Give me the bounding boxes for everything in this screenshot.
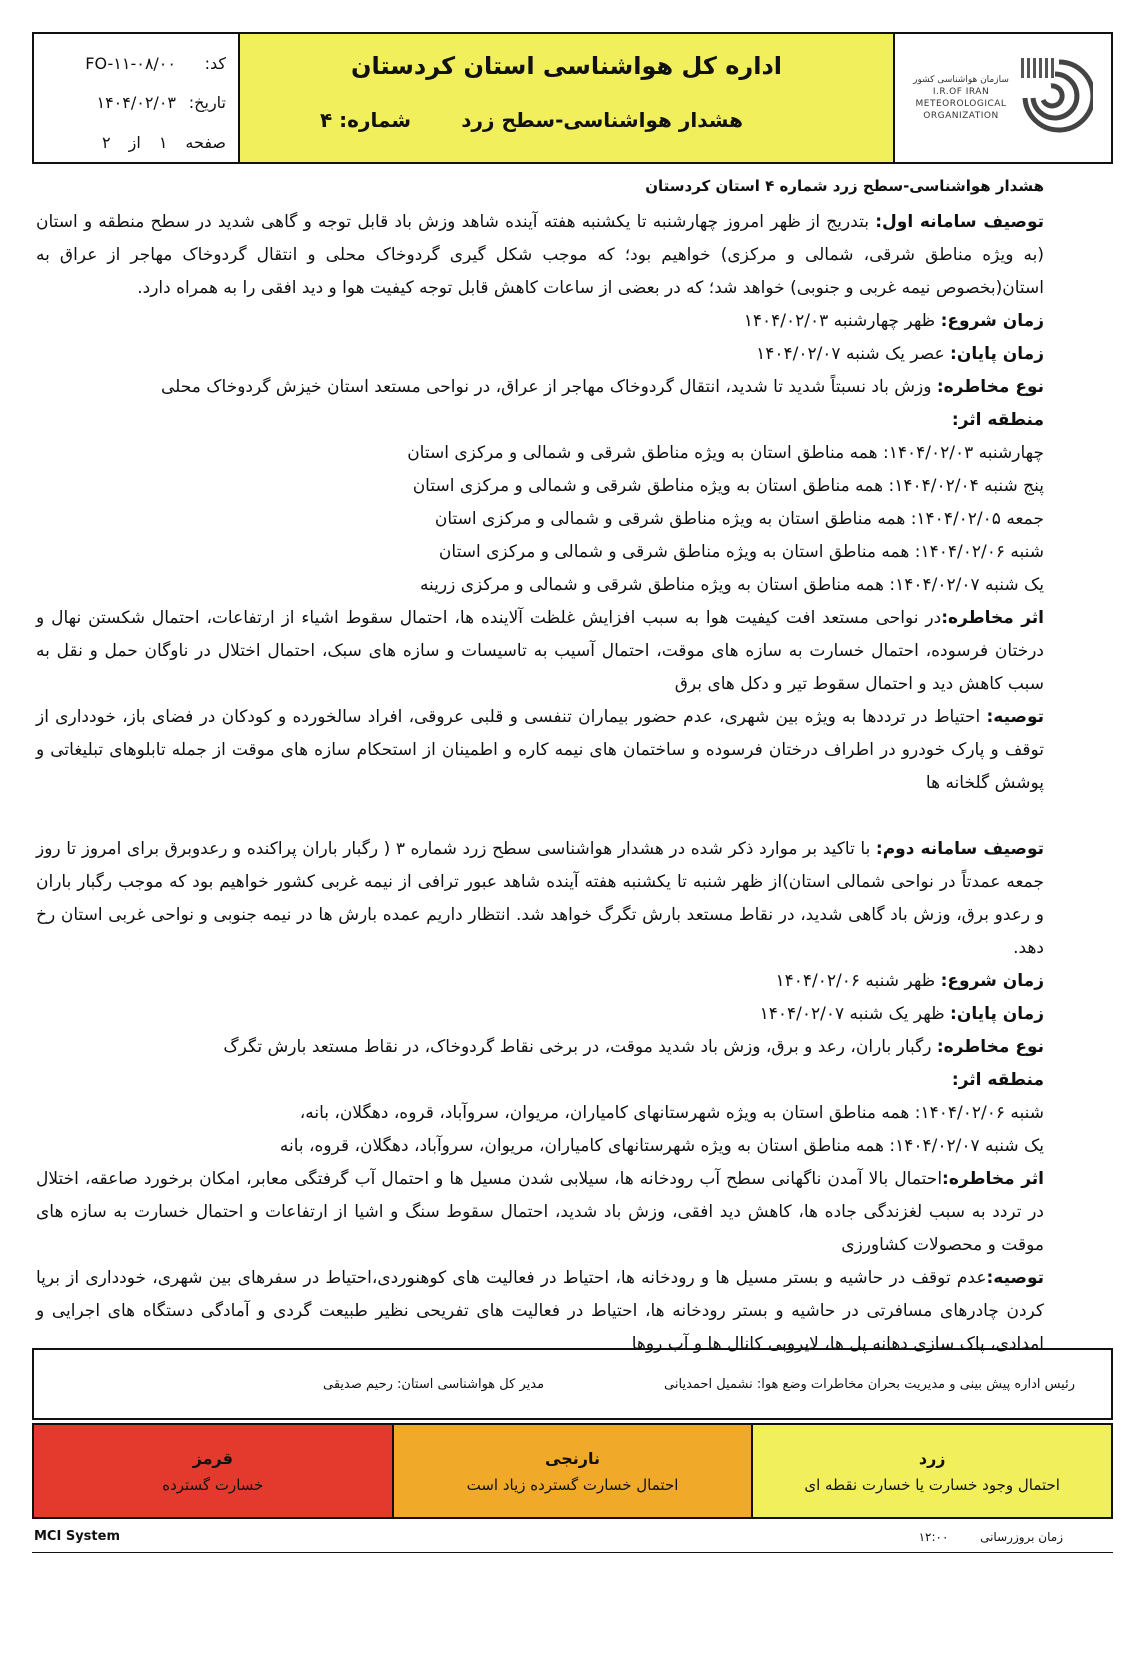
document-meta [34, 34, 240, 162]
system1-effect-text: در نواحی مستعد افت کیفیت هوا به سبب افزایش غلظت آلاینده ها، احتمال سقوط اشیاء از ارتفاعات، احتمال شکستن نهال و درختان فرسوده، احتمال خسارت به سازه های موقت، احتمال آسیب به تاسیسات و سازه های سبک، احتمال اختلال در ناوگان حمل و نقل به سبب کاهش دید و احتمال سقوط تیر و دکل های برق [36, 608, 1044, 694]
system2-area-item: شنبه ۱۴۰۴/۰۲/۰۶: همه مناطق استان به ویژه شهرستانهای کامیاران، مریوان، سروآباد، قروه، دهگلان، بانه، [299, 1103, 1044, 1123]
system1-advice-text: احتیاط در ترددها به ویژه بین شهری، عدم حضور بیماران تنفسی و قلبی عروقی، افراد سالخورده و کودکان در فضای باز، خودداری از توقف و پارک خودرو در اطراف درختان فرسوده و ساختمان های نیمه کاره و اطمینان از استحکام سازه های موقت از جمله تابلوهای تبلیغاتی و پوشش گلخانه ها [36, 707, 1044, 793]
meteorological-organization-logo-icon [1015, 54, 1093, 142]
code-value: FO-۱۱-۰۸/۰۰ [85, 54, 176, 74]
update-time: ۱۲:۰۰ [918, 1530, 949, 1544]
page-current: ۱ [158, 132, 168, 152]
logo-text-en-2: METEOROLOGICAL [915, 99, 1007, 109]
system1-area-item: یک شنبه ۱۴۰۴/۰۲/۰۷: همه مناطق استان به ویژه مناطق شرقی و شمالی و مرکزی زرینه [419, 575, 1044, 595]
system1-end-label: زمان پایان: [950, 344, 1044, 364]
system2-start-text: ظهر شنبه ۱۴۰۴/۰۲/۰۶ [775, 971, 941, 991]
system1-hazard-type-label: نوع مخاطره: [936, 377, 1044, 397]
system2-end [36, 998, 1044, 1031]
organization-title: اداره کل هواشناسی استان کردستان [351, 52, 782, 80]
warning-number: شماره: ۴ [320, 108, 412, 132]
system1-description-label: توصیف سامانه اول: [875, 212, 1045, 232]
warning-subtitle-row [240, 108, 893, 148]
system1-start [36, 305, 1044, 338]
level-name: قرمز [192, 1448, 233, 1468]
system2-area-item: یک شنبه ۱۴۰۴/۰۲/۰۷: همه مناطق استان به ویژه شهرستانهای کامیاران، مریوان، سروآباد، دهگلان، قروه، بانه [279, 1136, 1044, 1156]
page-of: از [128, 132, 141, 152]
level-name: نارنجی [545, 1448, 600, 1468]
system1-description-text: بتدریج از ظهر امروز چهارشنبه تا یکشنبه هفته آینده شاهد وزش باد قابل توجه و گاهی شدید در سطح منطقه و استان (به ویژه مناطق شرقی، شمالی و مرکزی) خواهیم بود؛ که موجب شکل گیری گردوخاک محلی و انتقال گردوخاک مهاجر از عراق به استان(بخصوص نیمه غربی و جنوبی) خواهد شد؛ که در بعضی از ساعات کاهش قابل توجه کیفیت هوا و دید افقی را به همراه دارد. [36, 212, 1044, 298]
update-label: زمان بروزرسانی [980, 1530, 1063, 1544]
system2-end-text: ظهر یک شنبه ۱۴۰۴/۰۲/۰۷ [759, 1004, 951, 1024]
system1-advice [36, 701, 1044, 800]
level-description: احتمال خسارت گسترده زیاد است [466, 1475, 679, 1494]
system1-hazard-type [36, 371, 1044, 404]
system2-description-label: توصیف سامانه دوم: [875, 839, 1044, 859]
code-label: کد: [204, 54, 226, 74]
document-header [32, 32, 1113, 164]
system1-area-item: چهارشنبه ۱۴۰۴/۰۲/۰۳: همه مناطق استان به ویژه مناطق شرقی و شمالی و مرکزی استان [407, 443, 1044, 463]
system2-area-label: منطقه اثر: [951, 1070, 1044, 1090]
system2-advice-text: عدم توقف در حاشیه و بستر مسیل ها و رودخانه ها، احتیاط در فعالیت های کوهنوردی،احتیاط در سفرهای بین شهری، خودداری از برپا کردن چادرهای مسافرتی در حاشیه و بستر رودخانه ها، احتیاط در فعالیت های تفریحی نظیر طبیعت گردی و آمادگی دستگاه های اجرایی و امدادی، پاک سازی دهانه پل ها، لایروبی کانال ها و آب روها [36, 1268, 1044, 1354]
system2-description [36, 833, 1044, 965]
level-name: زرد [918, 1448, 946, 1468]
system2-advice [36, 1262, 1044, 1361]
system2-area-heading [36, 1064, 1044, 1097]
logo-text-fa: سازمان هواشناسی کشور [913, 75, 1009, 85]
director-signature: مدیر کل هواشناسی استان: رحیم صدیقی [322, 1376, 545, 1392]
footer-update-time [919, 1530, 1063, 1544]
level-yellow [751, 1425, 1111, 1517]
system2-start-label: زمان شروع: [940, 971, 1044, 991]
forecast-head-signature: رئیس اداره پیش بینی و مدیریت بحران مخاطرات وضع هوا: نشمیل احمدیانی [664, 1376, 1075, 1392]
system2-description-text: با تاکید بر موارد ذکر شده در هشدار هواشناسی سطح زرد شماره ۳ ( رگبار باران پراکنده و رعدوبرق برای امروز تا روز جمعه عمدتاً در نواحی شمالی استان)از ظهر شنبه تا یکشنبه هفته آینده شاهد عبور ترافی از نیمه غربی کشور خواهیم بود که موجب رگبار باران و رعدو برق، وزش باد گاهی شدید، در نقاط مستعد بارش تگرگ خواهد شد. انتظار داریم عمده بارش ها در نیمه جنوبی و نواحی غربی استان رخ دهد. [36, 839, 1044, 958]
section-spacer [36, 800, 1044, 833]
warning-level-title: هشدار هواشناسی-سطح زرد [461, 108, 743, 132]
system1-area-label: منطقه اثر: [951, 410, 1044, 430]
system1-advice-label: توصیه: [986, 707, 1044, 727]
system1-effect [36, 602, 1044, 701]
level-description: خسارت گسترده [162, 1475, 264, 1494]
system2-hazard-type-label: نوع مخاطره: [936, 1037, 1044, 1057]
page-label: صفحه [185, 132, 226, 152]
warning-body [36, 172, 1044, 1361]
footer-divider [32, 1552, 1113, 1553]
system2-advice-label: توصیه: [986, 1268, 1044, 1288]
code-row [46, 54, 226, 73]
logo-caption [913, 74, 1009, 122]
system2-start [36, 965, 1044, 998]
system2-effect [36, 1163, 1044, 1262]
system1-start-label: زمان شروع: [940, 311, 1044, 331]
header-title-panel [240, 34, 893, 162]
date-row [46, 93, 226, 112]
system1-start-text: ظهر چهارشنبه ۱۴۰۴/۰۲/۰۳ [743, 311, 941, 331]
system2-end-label: زمان پایان: [950, 1004, 1044, 1024]
document-title: هشدار هواشناسی-سطح زرد شماره ۴ استان کردستان [645, 177, 1044, 195]
system1-end [36, 338, 1044, 371]
logo-text-en-1: I.R.OF IRAN [932, 87, 990, 97]
system2-effect-text: احتمال بالا آمدن ناگهانی سطح آب رودخانه ها، سیلابی شدن مسیل ها و احتمال آب گرفتگی معابر، امکان برخورد صاعقه، اختلال در تردد به سبب لغزندگی جاده ها، کاهش دید افقی، وزش باد شدید، احتمال سقوط سنگ و اشیا از ارتفاعات و احتمال خسارت به سازه های موقت و محصولات کشاورزی [36, 1169, 1044, 1255]
system1-area-item: پنج شنبه ۱۴۰۴/۰۲/۰۴: همه مناطق استان به ویژه مناطق شرقی و شمالی و مرکزی استان [412, 476, 1044, 496]
system2-hazard-type [36, 1031, 1044, 1064]
date-value: ۱۴۰۴/۰۲/۰۳ [96, 93, 176, 113]
signature-box [32, 1348, 1113, 1420]
system1-hazard-type-text: وزش باد نسبتاً شدید تا شدید، انتقال گردوخاک مهاجر از عراق، در نواحی مستعد استان خیزش گردوخاک محلی [161, 377, 937, 397]
system1-area-item: شنبه ۱۴۰۴/۰۲/۰۶: همه مناطق استان به ویژه مناطق شرقی و شمالی و مرکزی استان [438, 542, 1044, 562]
footer-system-name: MCI System [34, 1529, 120, 1544]
logo-text-en-3: ORGANIZATION [923, 111, 999, 121]
system1-area-item: جمعه ۱۴۰۴/۰۲/۰۵: همه مناطق استان به ویژه مناطق شرقی و شمالی و مرکزی استان [434, 509, 1044, 529]
system1-description [36, 206, 1044, 305]
level-orange [392, 1425, 752, 1517]
level-red [34, 1425, 392, 1517]
system1-effect-label: اثر مخاطره: [941, 608, 1044, 628]
system1-area-heading [36, 404, 1044, 437]
warning-level-legend [32, 1423, 1113, 1519]
level-description: احتمال وجود خسارت یا خسارت نقطه ای [804, 1475, 1060, 1494]
system2-effect-label: اثر مخاطره: [942, 1169, 1044, 1189]
logo-panel [893, 34, 1111, 162]
system2-hazard-type-text: رگبار باران، رعد و برق، وزش باد شدید موقت، در برخی نقاط گردوخاک، در نقاط مستعد بارش تگرگ [223, 1037, 937, 1057]
page-total: ۲ [102, 132, 111, 152]
system1-end-text: عصر یک شنبه ۱۴۰۴/۰۲/۰۷ [756, 344, 951, 364]
date-label: تاریخ: [188, 93, 226, 113]
page-row [46, 133, 226, 152]
